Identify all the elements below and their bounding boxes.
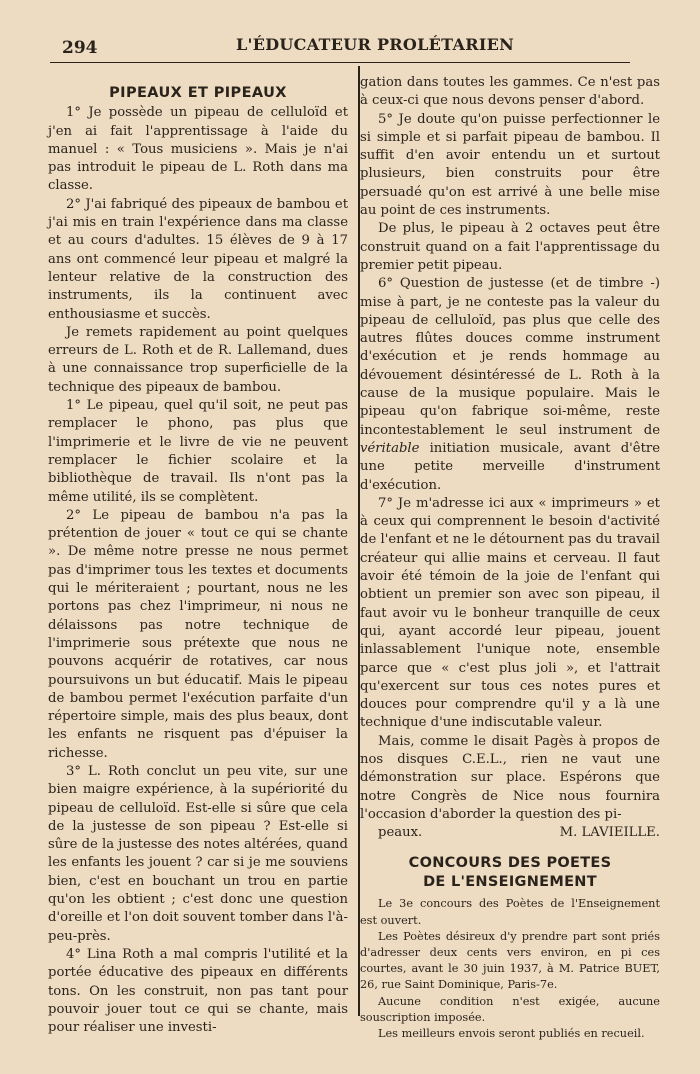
left-column xyxy=(48,84,348,1037)
paragraph-text: initiation musicale, avant d'être une petite merveille d'instrument d'exécution. xyxy=(360,440,660,493)
paragraph: 4° Lina Roth a mal compris l'utilité et la portée éducative des pipeaux en différents tons. On les construit, non pas tant pour pouvoir jouer tout ce qui se chante, mais pour réaliser une investi- xyxy=(48,946,348,1036)
paragraph: 2° Le pipeau de bambou n'a pas la prétention de jouer « tout ce qui se chante ». De même notre presse ne nous permet pas d'imprimer tous les textes et documents qui le mériteraient ; pourtant, nous ne les portons pas chez l'imprimeur, ni nous ne délaissons pas notre technique de l'imprimerie sous prétexte que nous ne pouvons acquérir de rotatives, car nous poursuivons un but éducatif. Mais le pipeau de bambou permet l'exécution parfaite d'un répertoire simple, mais des plus beaux, dont les enfants ne risquent pas d'épuiser la richesse. xyxy=(48,507,348,761)
contest-paragraph: Le 3e concours des Poètes de l'Enseignement est ouvert. xyxy=(360,897,660,927)
paragraph: 5° Je doute qu'on puisse perfectionner le si simple et si parfait pipeau de bambou. Il suffit d'en avoir entendu un et surtout plusieurs, bien construits pour être persuadé qu'on est arrivé à une belle mise au point de ces instruments. xyxy=(360,111,660,219)
paragraph: 2° J'ai fabriqué des pipeaux de bambou et j'ai mis en train l'expérience dans ma classe et au cours d'adultes. 15 élèves de 9 à 17 ans ont commencé leur pipeau et malgré la lenteur relative de la construction des instruments, ils la continuent avec enthousiasme et succès. xyxy=(48,196,348,322)
author-signature: M. LAVIEILLE. xyxy=(559,825,660,841)
page-number: 294 xyxy=(62,38,98,58)
closing-line xyxy=(360,824,660,842)
paragraph xyxy=(360,275,660,495)
paragraph: De plus, le pipeau à 2 octaves peut être construit quand on a fait l'apprentissage du premier petit pipeau. xyxy=(360,221,660,273)
paragraph: 1° Le pipeau, quel qu'il soit, ne peut pas remplacer le phono, pas plus que l'imprimerie et le livre de vie ne peuvent remplacer le fichier scolaire et la bibliothèque de travail. Ils n'ont pas la même utilité, ils se complètent. xyxy=(48,398,348,505)
contest-title xyxy=(360,854,660,892)
paragraph: Mais, comme le disait Pagès à propos de nos disques C.E.L., rien ne vaut une démonstration sur place. Espérons que notre Congrès de Nice nous fournira l'occasion d'aborder la question des pi- xyxy=(360,733,660,822)
paragraph: 7° Je m'adresse ici aux « imprimeurs » et à ceux qui comprennent le besoin d'activité de l'enfant et ne le détournent pas du travail créateur qui allie mains et cerveau. Il faut avoir été témoin de la joie de l'enfant qui obtient un premier son avec son pipeau, il faut avoir vu le bonheur tranquille de ceux qui, ayant accordé leur pipeau, jouent inlassablement l'unique note, ensemble parce que « c'est plus joli », et l'attrait qu'exercent sur tous ces notes pures et douces pour comprendre qu'il y a là une technique d'une indiscutable valeur. xyxy=(360,495,660,731)
contest-paragraph: Aucune condition n'est exigée, aucune souscription imposée. xyxy=(360,994,660,1024)
closing-word: peaux. xyxy=(378,825,423,841)
paragraph: Je remets rapidement au point quelques erreurs de L. Roth et de R. Lallemand, dues à une connaissance trop superficielle de la technique des pipeaux de bambou. xyxy=(48,324,348,395)
page-header xyxy=(50,32,630,63)
right-column xyxy=(360,74,660,1042)
emphasis-text: véritable xyxy=(360,440,420,456)
contest-paragraph: Les meilleurs envois seront publiés en recueil. xyxy=(378,1027,645,1041)
contest-announcement xyxy=(360,854,660,1042)
paragraph: 3° L. Roth conclut un peu vite, sur une bien maigre expérience, à la supériorité du pipeau de celluloïd. Est-elle si sûre que cela de la justesse de son pipeau ? Est-elle si sûre de la justesse des notes altérées, quand les enfants les jouent ? car si je me souviens bien, c'est en bouchant un trou en partie qu'on les obtient ; c'est donc une question d'oreille et l'on doit souvent tomber dans l'à-peu-près. xyxy=(48,763,348,944)
paragraph-text: 6° Question de justesse (et de timbre -) mise à part, je ne conteste pas la valeur du pipeau de celluloïd, pas plus que celle des autres flûtes douces comme instrument d'exécution et je rends hommage au dévouement désintéressé de L. Roth à la cause de la musique populaire. Mais le pipeau qu'on fabrique soi-même, reste incontestablement le seul instrument de xyxy=(360,276,660,438)
paragraph: 1° Je possède un pipeau de celluloïd et j'en ai fait l'apprentissage à l'aide du manuel : « Tous musiciens ». Mais je n'ai pas introduit le pipeau de L. Roth dans ma classe. xyxy=(48,105,348,194)
contest-paragraph: Les Poètes désireux d'y prendre part sont priés d'adresser deux cents vers environ, en pi ces courtes, avant le 30 juin 1937, à M. Patrice BUET, 26, rue Saint Dominique, Paris-7e. xyxy=(360,929,660,992)
contest-title-line: CONCOURS DES POETES xyxy=(408,855,612,872)
paragraph-continuation: gation dans toutes les gammes. Ce n'est pas à ceux-ci que nous devons penser d'abord. xyxy=(360,75,660,109)
contest-title-line: DE L'ENSEIGNEMENT xyxy=(423,874,597,891)
article-title: PIPEAUX ET PIPEAUX xyxy=(109,85,287,101)
journal-title: L'ÉDUCATEUR PROLÉTARIEN xyxy=(236,35,515,54)
